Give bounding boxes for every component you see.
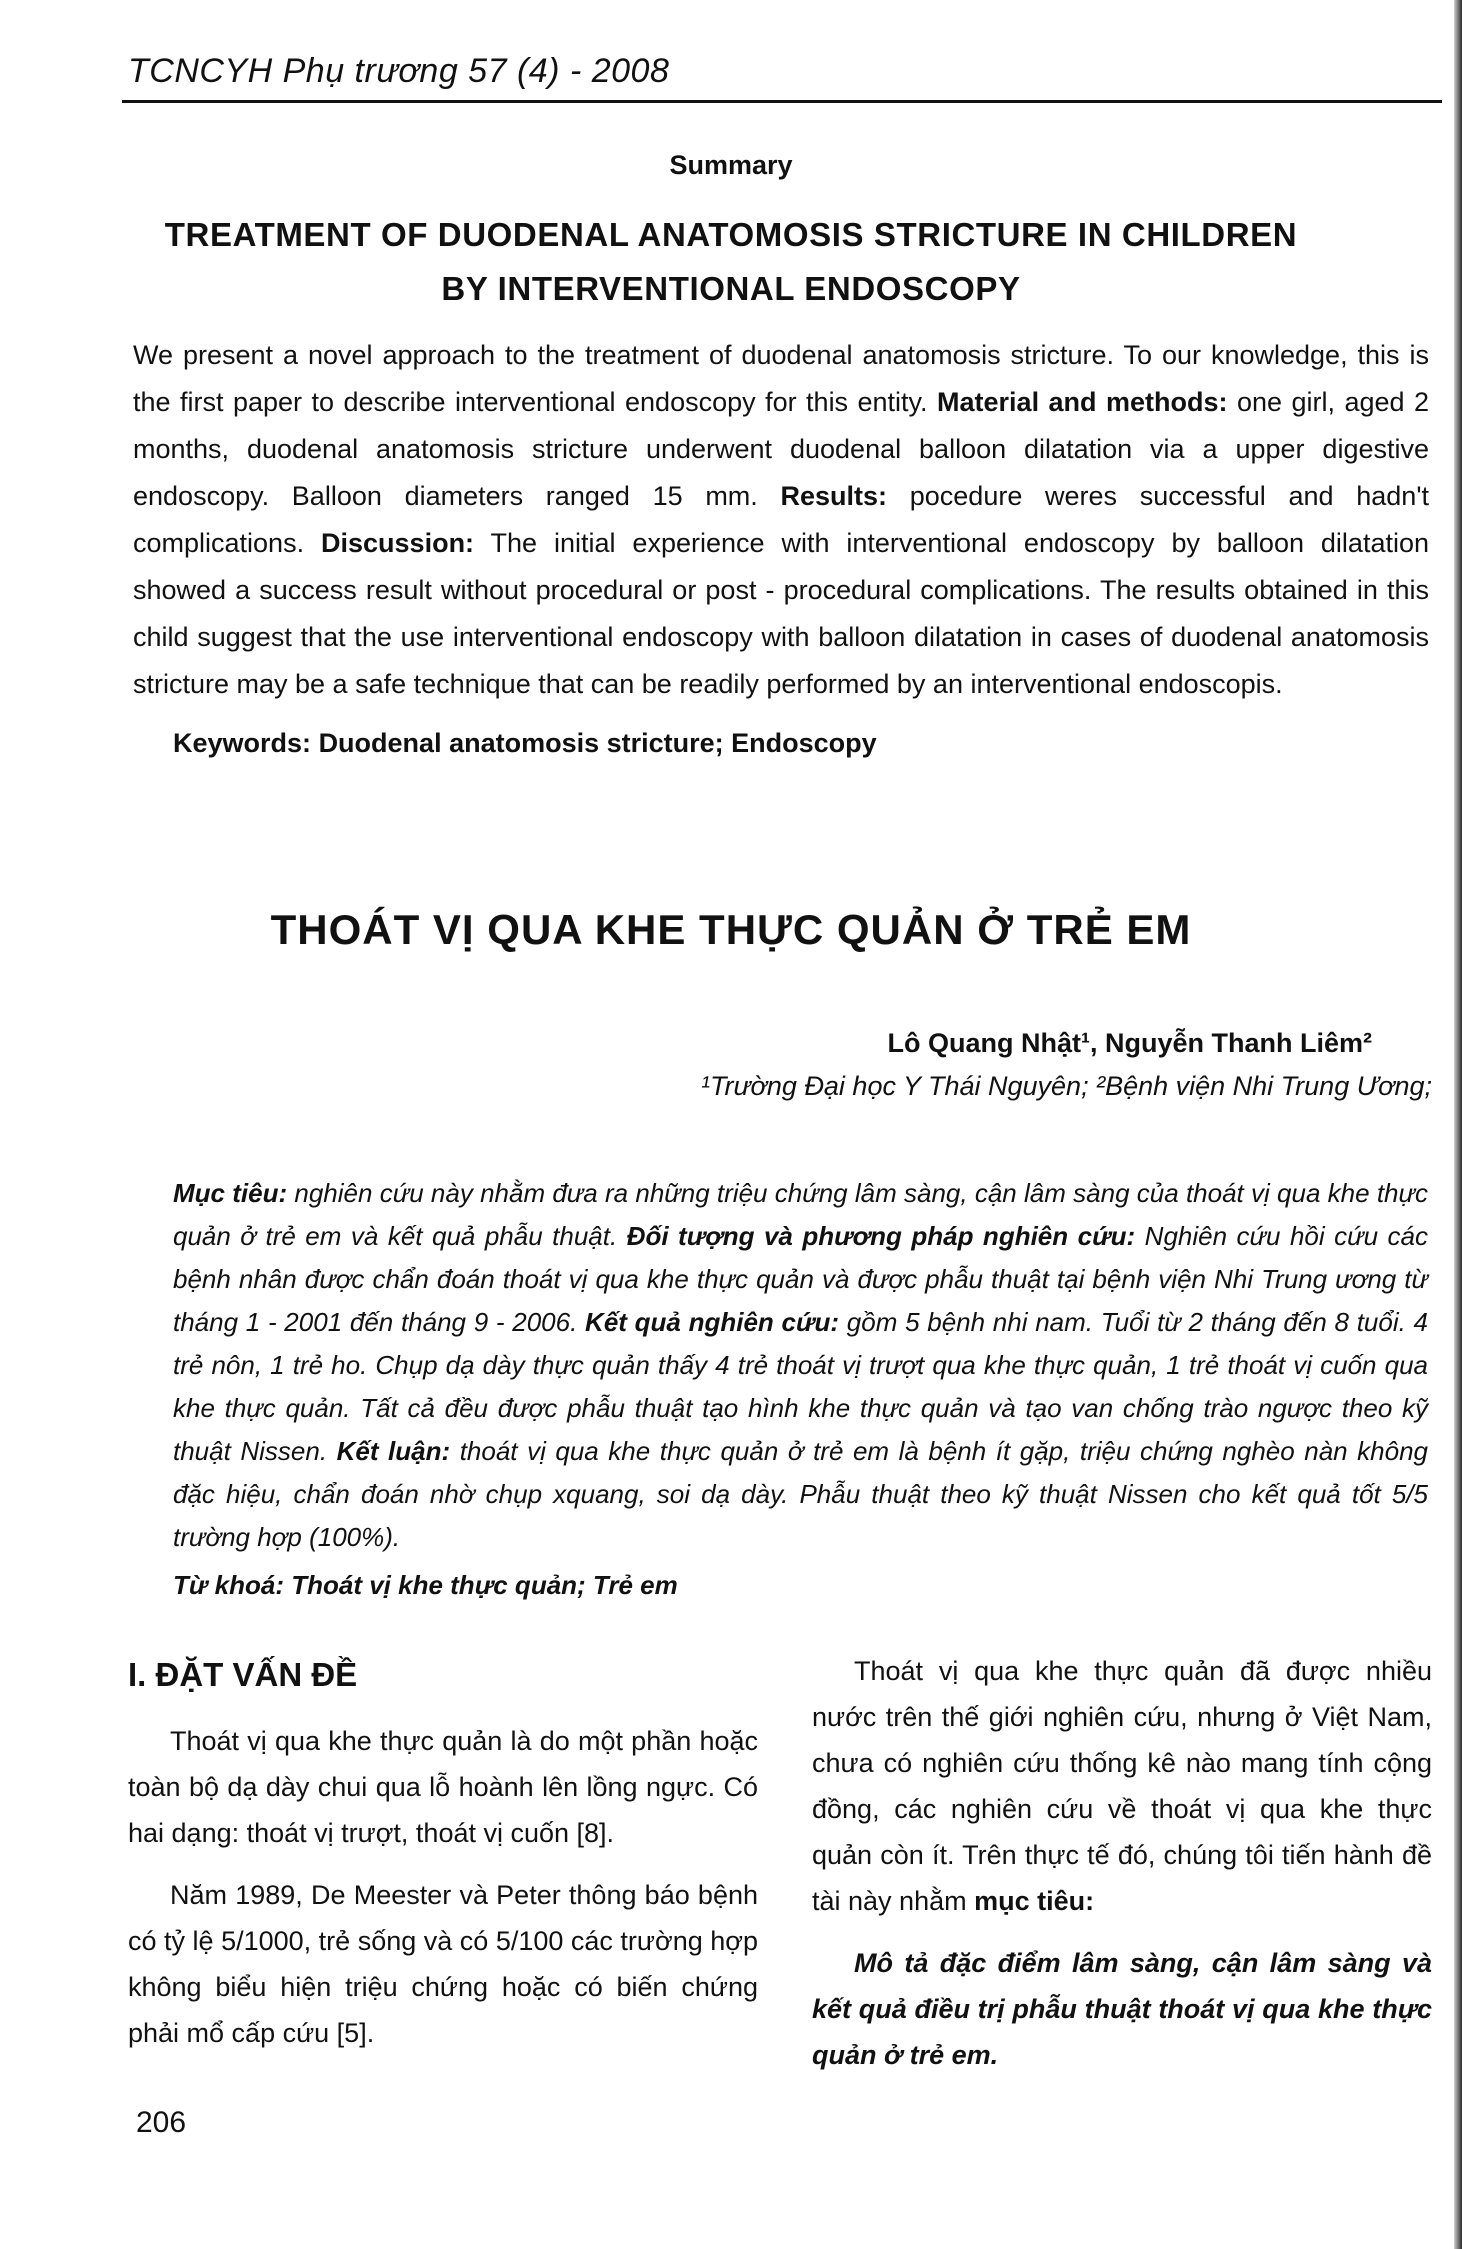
english-abstract [133,332,1429,708]
vn-methods-label: Đối tượng và phương pháp nghiên cứu: [626,1221,1136,1251]
methods-text: one girl, aged 2 months, duodenal anatomosis stricture underwent duodenal balloon dilatation via a upper digestive endoscopy. Balloon diameters ranged 15 mm. [133,387,1429,511]
author-names: Lô Quang Nhật¹, Nguyễn Thanh Liêm² [887,1028,1372,1058]
right-paragraph-1 [812,1648,1432,1924]
english-title-line1: TREATMENT OF DUODENAL ANATOMOSIS STRICTURE IN CHILDREN [164,216,1298,253]
scan-edge-shadow [1454,0,1462,2249]
running-header: TCNCYH Phụ trương 57 (4) - 2008 [128,52,670,90]
left-column [128,1652,758,2072]
study-objective: Mô tả đặc điểm lâm sàng, cận lâm sàng và kết quả điều trị phẫu thuật thoát vị qua khe thực quản ở trẻ em. [812,1948,1432,2070]
discussion-text: The initial experience with interventional endoscopy by balloon dilatation showed a success result without procedural or post - procedural complications. The results obtained in this child suggest that the use interventional endoscopy with balloon dilatation in cases of duodenal anatomosis stricture may be a safe technique that can be readily performed by an interventional endoscopis. [133,528,1429,699]
author-block [532,1020,1432,1106]
vietnamese-keywords: Từ khoá: Thoát vị khe thực quản; Trẻ em [173,1570,678,1600]
vietnamese-abstract [173,1172,1428,1559]
keywords-text: Duodenal anatomosis stricture; Endoscopy [318,728,877,758]
page-number: 206 [136,2106,187,2139]
section-heading: I. ĐẶT VẤN ĐỀ [128,1656,358,1693]
author-affiliation: ¹Trường Đại học Y Thái Nguyên; ²Bệnh viện Nhi Trung Ương; [700,1071,1432,1101]
left-paragraph-2: Năm 1989, De Meester và Peter thông báo bệnh có tỷ lệ 5/1000, trẻ sống và có 5/100 các trường hợp không biểu hiện triệu chứng hoặc có biến chứng phải mổ cấp cứu [5]. [128,1880,758,2048]
keywords-label: Keywords: [173,728,312,758]
results-text: pocedure weres successful and hadn't complications. [133,481,1429,558]
summary-label: Summary [669,150,793,180]
english-title [0,208,1462,316]
conclusion-text: thoát vị qua khe thực quản ở trẻ em là bệnh ít gặp, triệu chứng nghèo nàn không đặc hiệu, chẩn đoán nhờ chụp xquang, soi dạ dày. Phẫu thuật theo kỹ thuật Nissen cho kết quả tốt 5/5 trường hợp (100%). [173,1436,1428,1552]
objective-text: nghiên cứu này nhằm đưa ra những triệu chứng lâm sàng, cận lâm sàng của thoát vị qua khe thực quản ở trẻ em và kết quả phẫu thuật. [173,1178,1428,1251]
english-keywords [173,728,877,759]
right-paragraph-text: Thoát vị qua khe thực quản đã được nhiều nước trên thế giới nghiên cứu, nhưng ở Việt Nam, chưa có nghiên cứu thống kê nào mang tính cộng đồng, các nghiên cứu về thoát vị qua khe thực quản còn ít. Trên thực tế đó, chúng tôi tiến hành đề tài này nhằm [812,1656,1432,1916]
objective-inline-label: mục tiêu: [974,1886,1095,1916]
discussion-label: Discussion: [321,528,475,558]
vn-results-text: gồm 5 bệnh nhi nam. Tuổi từ 2 tháng đến 8 tuổi. 4 trẻ nôn, 1 trẻ ho. Chụp dạ dày thực quản thấy 4 trẻ thoát vị trượt qua khe thực quản, 1 trẻ thoát vị cuốn qua khe thực quản. Tất cả đều được phẫu thuật tạo hình khe thực quản và tạo van chống trào ngược theo kỹ thuật Nissen. [173,1307,1429,1466]
conclusion-label: Kết luận: [336,1436,451,1466]
left-paragraph-1: Thoát vị qua khe thực quản là do một phần hoặc toàn bộ dạ dày chui qua lỗ hoành lên lồng ngực. Có hai dạng: thoát vị trượt, thoát vị cuốn [8]. [128,1726,758,1848]
english-title-line2: BY INTERVENTIONAL ENDOSCOPY [441,270,1021,307]
vn-results-label: Kết quả nghiên cứu: [585,1307,840,1337]
article-title: THOÁT VỊ QUA KHE THỰC QUẢN Ở TRẺ EM [270,906,1192,953]
vn-methods-text: Nghiên cứu hồi cứu các bệnh nhân được chẩn đoán thoát vị qua khe thực quản và được phẫu thuật tại bệnh viện Nhi Trung ương từ tháng 1 - 2001 đến tháng 9 - 2006. [173,1221,1428,1337]
abstract-intro: We present a novel approach to the treatment of duodenal anatomosis stricture. To our knowledge, this is the first paper to describe interventional endoscopy for this entity. [133,340,1429,417]
right-column [812,1648,1432,2078]
methods-label: Material and methods: [937,387,1228,417]
objective-label: Mục tiêu: [173,1178,288,1208]
results-label: Results: [780,481,888,511]
header-rule [122,100,1442,103]
